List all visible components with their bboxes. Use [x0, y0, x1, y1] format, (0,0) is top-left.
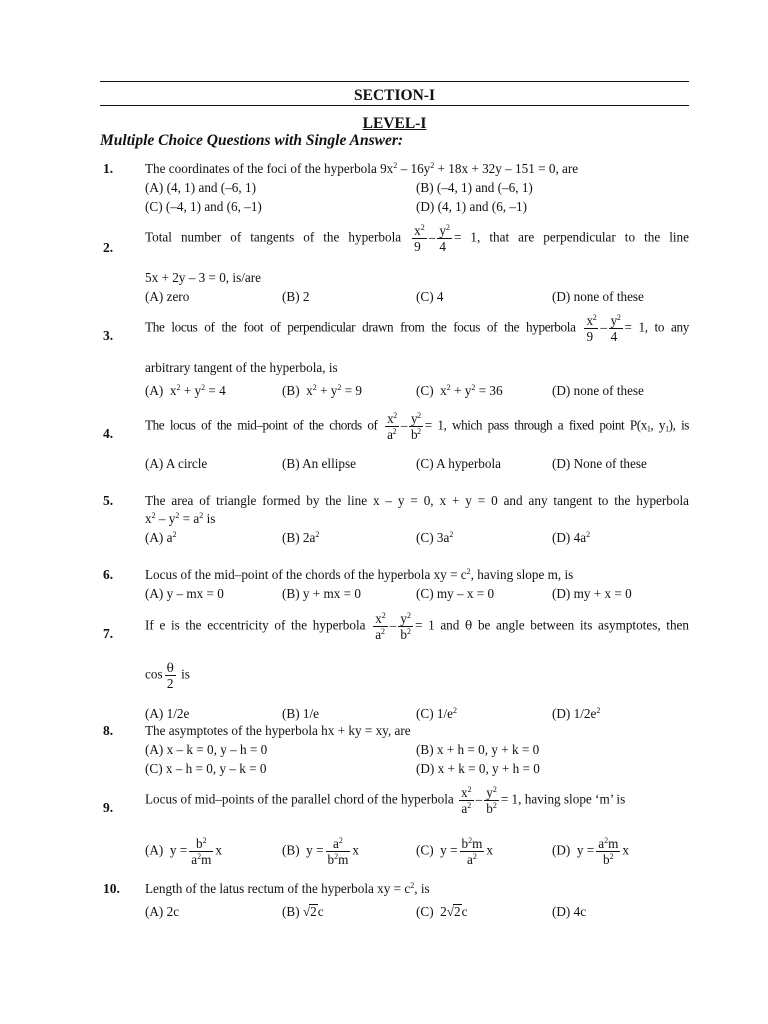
fraction: $\frac{y^2}{b^2}$: [400, 611, 411, 643]
option-b: (B) An ellipse: [282, 456, 356, 471]
option-a: (A) $x^2 + y^2 = 4$: [145, 383, 226, 398]
question-number: 9.: [103, 800, 114, 815]
level-title: LEVEL-I: [362, 115, 427, 132]
fraction: $\frac{\theta}{2}$: [166, 661, 174, 692]
question-number: 7.: [103, 626, 114, 641]
option-a: (A) 2c: [145, 904, 180, 919]
fraction: $\frac{y^2}{b^2}$: [486, 785, 497, 817]
fraction: $\frac{x^2}{a^2}$: [375, 611, 386, 643]
fraction: $\frac{b^2}{a^2m}$: [191, 836, 212, 868]
question-text: Length of the latus rectum of the hyperbola xy = $c^2$, is: [145, 881, 430, 896]
option-c: (C) 2√2c: [416, 904, 468, 919]
option-c: (C) 4: [416, 289, 444, 304]
fraction: $\frac{x^2}{9}$: [414, 223, 425, 255]
fraction: $\frac{y^2}{b^2}$: [411, 411, 421, 443]
question-number: 2.: [103, 240, 114, 255]
fraction: $\frac{b^2m}{a^2}$: [461, 836, 483, 868]
fraction: $\frac{y^2}{4}$: [439, 223, 450, 255]
question-number: 5.: [103, 493, 114, 508]
section-rule: [100, 105, 689, 106]
option-a: (A) (4, 1) and (–6, 1): [145, 180, 256, 195]
question-number: 8.: [103, 723, 114, 738]
fraction: $\frac{y^2}{4}$: [610, 313, 621, 345]
option-b: (B) 2: [282, 289, 310, 304]
option-a: (A) x – k = 0, y – h = 0: [145, 742, 268, 757]
option-b: (B) √2c: [282, 904, 324, 919]
question-text: Total number of tangents of the hyperbola $\frac{x^2}{9}$ – $\frac{y^2}{4}$ = 1, that are perpendicular to the line: [145, 223, 690, 255]
option-d: (D) none of these: [552, 289, 644, 304]
option-c: (C) x – h = 0, y – k = 0: [145, 761, 267, 776]
option-b: (B) 1/e: [282, 706, 319, 721]
option-b: (B) $x^2 + y^2 = 9$: [282, 383, 363, 398]
question-text: If e is the eccentricity of the hyperbola $\frac{x^2}{a^2}$ – $\frac{y^2}{b^2}$ = 1 and θ be angle between its asymptotes, then: [145, 611, 690, 643]
question-text-line2: arbitrary tangent of the hyperbola, is: [145, 360, 338, 375]
question-text: Locus of mid–points of the parallel chord of the hyperbola $\frac{x^2}{a^2}$ – $\frac{y^2}{b^2}$ = 1, having slope ‘m’ is: [145, 785, 626, 817]
option-c: (C) $3a^2$: [416, 530, 454, 545]
question-text-line2: 5x + 2y – 3 = 0, is/are: [145, 270, 261, 285]
fraction: $\frac{x^2}{a^2}$: [387, 411, 397, 443]
option-a: (A) $a^2$: [145, 530, 177, 545]
option-c: (C) $x^2 + y^2 = 36$: [416, 383, 503, 398]
question-number: 4.: [103, 426, 114, 441]
option-d: (D) None of these: [552, 456, 647, 471]
subtitle: Multiple Choice Questions with Single Answer:: [100, 132, 404, 149]
question-number: 3.: [103, 328, 114, 343]
option-a: (A) 1/2e: [145, 706, 190, 721]
option-d: (D) $1/2e^2$: [552, 706, 601, 721]
option-d: (D) y = $\frac{a^2m}{b^2}$ x: [552, 836, 629, 868]
option-c: (C) A hyperbola: [416, 456, 501, 471]
question-text: The locus of the mid–point of the chords of $\frac{x^2}{a^2}$ – $\frac{y^2}{b^2}$ = 1, which pass through a fixed point $P(x_1$, $y_1$), is: [145, 411, 689, 443]
top-rule: [100, 81, 689, 82]
option-d: (D) $4a^2$: [552, 530, 591, 545]
question-text: The coordinates of the foci of the hyperbola $9x^2 - 16y^2 + 18x + 32y - 151 = 0$, are: [145, 161, 579, 176]
fraction: $\frac{a^2m}{b^2}$: [598, 836, 619, 868]
question-text: The locus of the foot of perpendicular drawn from the focus of the hyperbola $\frac{x^2}{9}$ – $\frac{y^2}{4}$ = 1, to any: [145, 313, 689, 345]
fraction: $\frac{x^2}{a^2}$: [461, 785, 472, 817]
fraction: $\frac{x^2}{9}$: [586, 313, 597, 345]
option-b: (B) y = $\frac{a^2}{b^2m}$ x: [282, 836, 359, 868]
section-title: SECTION-I: [354, 87, 435, 104]
question-text: The asymptotes of the hyperbola hx + ky = xy, are: [145, 723, 411, 738]
fraction: $\frac{a^2}{b^2m}$: [327, 836, 349, 868]
option-d: (D) x + k = 0, y + h = 0: [416, 761, 540, 776]
question-number: 10.: [103, 881, 120, 896]
option-c: (C) y = $\frac{b^2m}{a^2}$ x: [416, 836, 493, 868]
option-b: (B) x + h = 0, y + k = 0: [416, 742, 540, 757]
question-text-line2: $x^2 - y^2 = a^2$ is: [145, 511, 216, 526]
option-a: (A) zero: [145, 289, 190, 304]
option-c: (C) $1/e^2$: [416, 706, 457, 721]
option-d: (D) (4, 1) and (6, –1): [416, 199, 527, 214]
question-text: Locus of the mid–point of the chords of the hyperbola xy = $c^2$, having slope m, is: [145, 567, 574, 582]
option-d: (D) 4c: [552, 904, 587, 919]
question-text: The area of triangle formed by the line x – y = 0, x + y = 0 and any tangent to the hyperbola: [145, 493, 689, 508]
option-a: (A) y – mx = 0: [145, 586, 224, 601]
option-b: (B) y + mx = 0: [282, 586, 361, 601]
question-number: 6.: [103, 567, 114, 582]
option-a: (A) A circle: [145, 456, 208, 471]
question-text-line2: cos $\frac{\theta}{2}$ is: [145, 661, 190, 692]
option-d: (D) none of these: [552, 383, 644, 398]
option-c: (C) my – x = 0: [416, 586, 495, 601]
question-number: 1.: [103, 161, 114, 176]
option-d: (D) my + x = 0: [552, 586, 632, 601]
option-b: (B) (–4, 1) and (–6, 1): [416, 180, 533, 195]
option-a: (A) y = $\frac{b^2}{a^2m}$ x: [145, 836, 222, 868]
option-c: (C) (–4, 1) and (6, –1): [145, 199, 262, 214]
option-b: (B) $2a^2$: [282, 530, 320, 545]
